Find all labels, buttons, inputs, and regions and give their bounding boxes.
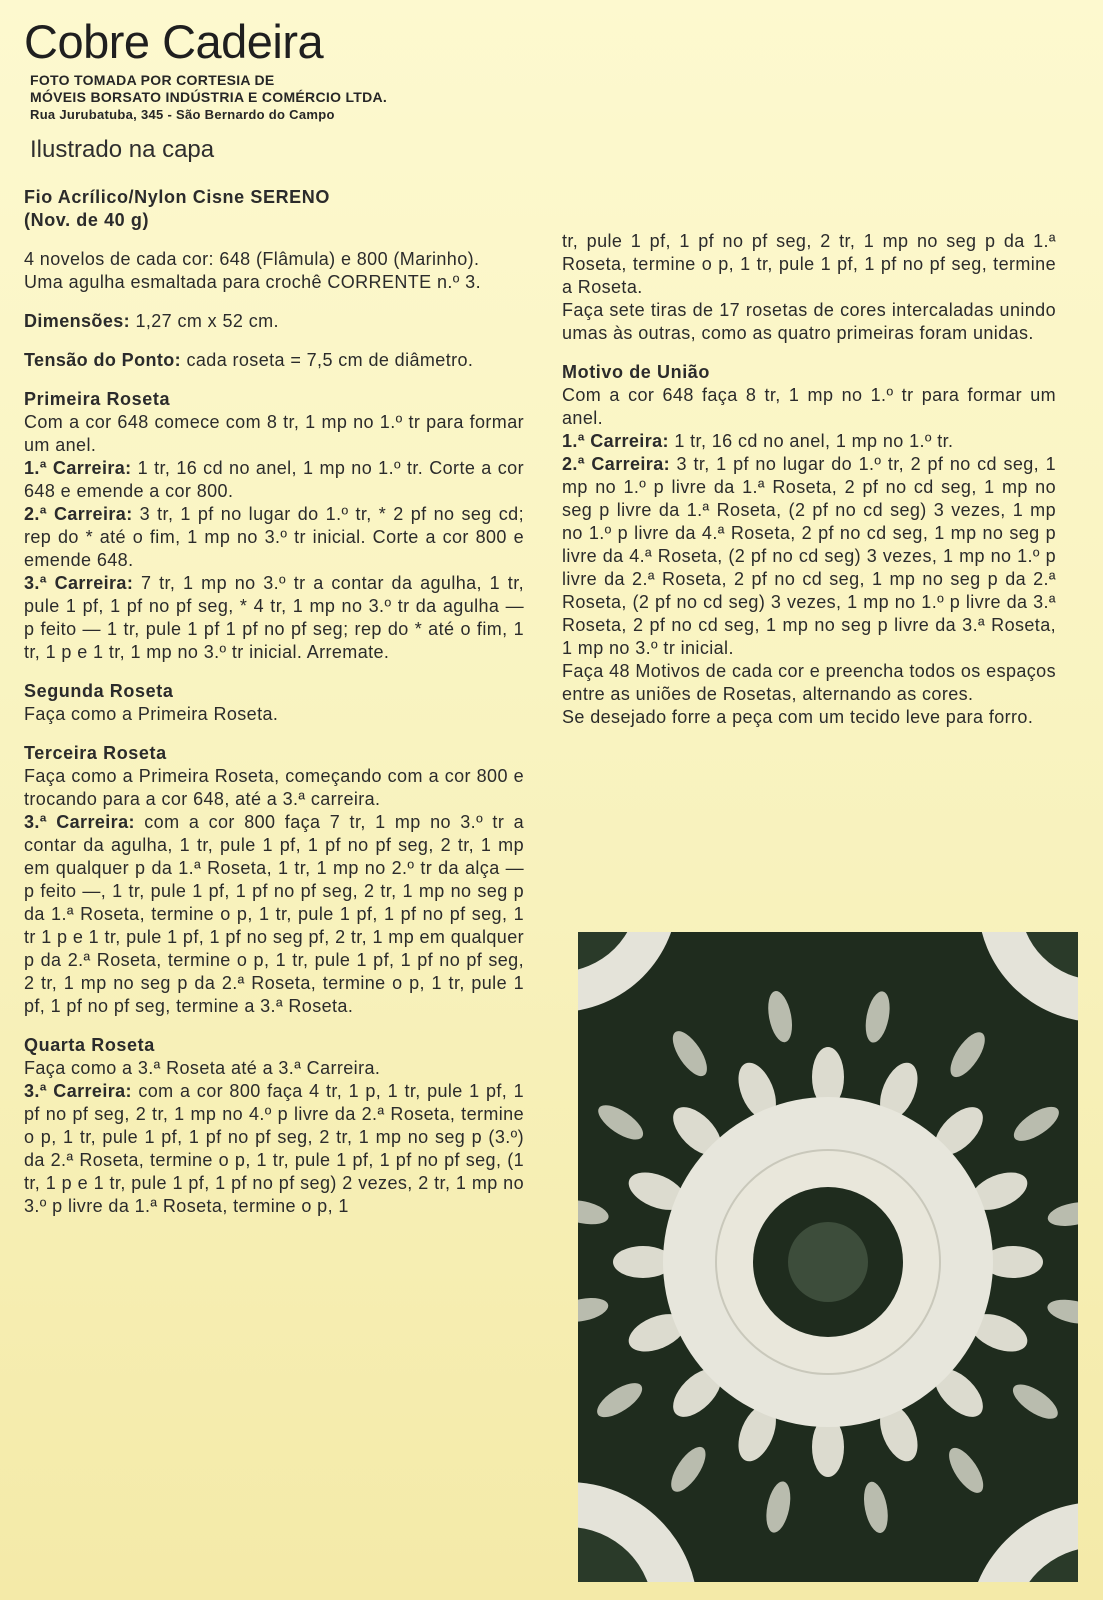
section-heading: Quarta Roseta xyxy=(24,1035,155,1055)
subtitle: Ilustrado na capa xyxy=(30,136,215,163)
page-title: Cobre Cadeira xyxy=(24,15,324,68)
section-heading: Primeira Roseta xyxy=(24,389,171,409)
instruction-text: Faça sete tiras de 17 rosetas de cores intercaladas unindo umas às outras, como as quatro primeiras foram unidas. xyxy=(562,300,1056,343)
row-label: 3.ª Carreira: xyxy=(24,1081,132,1101)
row-label: 1.ª Carreira: xyxy=(24,458,132,478)
row-text: 1 tr, 16 cd no anel, 1 mp no 1.º tr. xyxy=(674,431,954,451)
yarn-weight: (Nov. de 40 g) xyxy=(24,210,150,230)
rosette-center-hole xyxy=(788,1222,868,1302)
instruction-text: tr, pule 1 pf, 1 pf no pf seg, 2 tr, 1 mp no seg p da 1.ª Roseta, termine o p, 1 tr, pule 1 pf, 1 pf no pf seg, termine a Roseta. xyxy=(562,231,1056,297)
row-text: 3 tr, 1 pf no lugar do 1.º tr, * 2 pf no seg cd; rep do * até o fim, 1 mp no 3.º tr inicial. Corte a cor 800 e emende 648. xyxy=(24,504,524,570)
row-text: 7 tr, 1 mp no 3.º tr a contar da agulha, 1 tr, pule 1 pf, 1 pf no pf seg, * 4 tr, 1 mp no 3.º tr da agulha — p feito — 1 tr, pule 1 pf 1 pf no pf seg; rep do * até o fim, 1 tr, 1 p e 1 tr, 1 mp no 3.º tr inicial. Arremate. xyxy=(24,573,525,662)
section-heading: Motivo de União xyxy=(562,362,710,382)
tension xyxy=(24,349,524,372)
skeins-text: 4 novelos de cada cor: 648 (Flâmula) e 800 (Marinho). xyxy=(24,249,480,269)
row-label: 2.ª Carreira: xyxy=(562,454,671,474)
right-column xyxy=(562,230,1056,729)
instruction-text: Faça como a 3.ª Roseta até a 3.ª Carreira. xyxy=(24,1058,381,1078)
instruction-row xyxy=(24,1080,524,1218)
instruction-text: Se desejado forre a peça com um tecido leve para forro. xyxy=(562,707,1034,727)
dimensions-value: 1,27 cm x 52 cm. xyxy=(135,311,279,331)
instruction-text: Com a cor 648 faça 8 tr, 1 mp no 1.º tr para formar um anel. xyxy=(562,385,1056,428)
row-label: 3.ª Carreira: xyxy=(24,812,135,832)
crochet-rosette-photo xyxy=(578,932,1078,1582)
row-label: 1.ª Carreira: xyxy=(562,431,669,451)
dimensions-label: Dimensões: xyxy=(24,311,131,331)
instruction-text: Faça como a Primeira Roseta. xyxy=(24,704,279,724)
row-text: com a cor 800 faça 7 tr, 1 mp no 3.º tr a contar da agulha, 1 tr, pule 1 pf, 1 pf no pf seg, 2 tr, 1 mp em qualquer p da 1.ª Roseta, 1 tr, 1 mp no 2.º tr da alça — p feito —, 1 tr, pule 1 pf, 1 pf no pf seg, 2 tr, 1 mp no seg p da 1.ª Roseta, termine o p, 1 tr, pule 1 pf, 1 pf no pf seg, 1 tr 1 p e 1 tr, pule 1 pf, 1 pf no seg pf, 2 tr, 1 mp em qualquer p da 2.ª Roseta, termine o p, 1 tr, pule 1 pf, 1 pf no pf seg, 2 tr, 1 mp no seg p da 2.ª Roseta, termine o p, 1 tr, pule 1 pf, 1 pf no pf seg, termine a 3.ª Roseta. xyxy=(24,812,524,1016)
left-column xyxy=(24,186,524,1218)
section-heading: Segunda Roseta xyxy=(24,681,174,701)
instruction-row xyxy=(24,811,524,1018)
credit-line: FOTO TOMADA POR CORTESIA DE xyxy=(30,72,275,88)
instruction-row xyxy=(24,503,524,572)
instruction-row xyxy=(24,457,524,503)
tension-value: cada roseta = 7,5 cm de diâmetro. xyxy=(186,350,474,370)
rosette-illustration xyxy=(578,932,1078,1582)
credit-line: MÓVEIS BORSATO INDÚSTRIA E COMÉRCIO LTDA. xyxy=(30,89,388,105)
instruction-row xyxy=(562,430,1056,453)
instruction-text: Faça 48 Motivos de cada cor e preencha todos os espaços entre as uniões de Rosetas, alternando as cores. xyxy=(562,661,1056,704)
yarn-heading: Fio Acrílico/Nylon Cisne SERENO xyxy=(24,187,330,207)
instruction-row xyxy=(562,453,1056,660)
needle-text: Uma agulha esmaltada para crochê CORRENTE n.º 3. xyxy=(24,272,481,292)
instruction-row xyxy=(24,572,524,664)
row-text: 1 tr, 16 cd no anel, 1 mp no 1.º tr. Corte a cor 648 e emende a cor 800. xyxy=(24,458,524,501)
row-text: com a cor 800 faça 4 tr, 1 p, 1 tr, pule 1 pf, 1 pf no pf seg, 2 tr, 1 mp no 4.º p livre da 2.ª Roseta, termine o p, 1 tr, pule 1 pf, 1 pf no pf seg, 2 tr, 1 mp no seg p (3.º) da 2.ª Roseta, termine o p, 1 tr, pule 1 pf, 1 pf no pf seg, (1 tr, 1 p e 1 tr, pule 1 pf, 1 pf no pf seg) 2 vezes, 2 tr, 1 mp no 3.º p livre da 1.ª Roseta, termine o p, 1 xyxy=(24,1081,524,1216)
dimensions xyxy=(24,310,524,333)
row-label: 2.ª Carreira: xyxy=(24,504,133,524)
instruction-text: Com a cor 648 comece com 8 tr, 1 mp no 1.º tr para formar um anel. xyxy=(24,412,524,455)
credit-address: Rua Jurubatuba, 345 - São Bernardo do Campo xyxy=(30,107,335,122)
instruction-text: Faça como a Primeira Roseta, começando com a cor 800 e trocando para a cor 648, até a 3.ª carreira. xyxy=(24,766,524,809)
section-heading: Terceira Roseta xyxy=(24,743,167,763)
tension-label: Tensão do Ponto: xyxy=(24,350,182,370)
row-label: 3.ª Carreira: xyxy=(24,573,134,593)
row-text: 3 tr, 1 pf no lugar do 1.º tr, 2 pf no cd seg, 1 mp no 1.º p livre da 1.ª Roseta, 2 pf no cd seg, 1 mp no seg p livre da 1.ª Roseta, (2 pf no cd seg) 3 vezes, 1 mp no 1.º p livre da 4.ª Roseta, 2 pf no cd seg, 1 mp no seg p livre da 4.ª Roseta, (2 pf no cd seg) 3 vezes, 1 mp no 1.º p livre da 2.ª Roseta, 2 pf no cd seg, 1 mp no seg p da 2.ª Roseta, (2 pf no cd seg) 3 vezes, 1 mp no 1.º p livre da 3.ª Roseta, 2 pf no cd seg, 1 mp no seg p livre da 3.ª Roseta, 1 mp no 3.º tr inicial. xyxy=(562,454,1057,658)
photo-credit xyxy=(30,72,387,123)
